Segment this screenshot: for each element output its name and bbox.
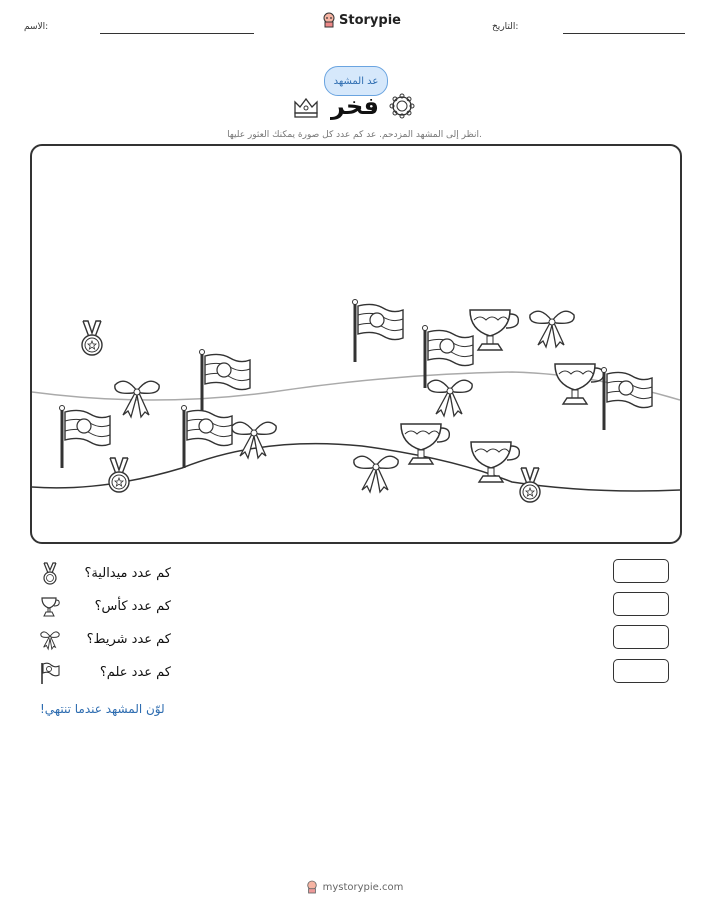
scene-flag [423, 326, 474, 389]
question-flag: كم عدد علم؟ [99, 665, 171, 680]
question-medal: كم عدد ميدالية؟ [84, 566, 171, 581]
date-line[interactable] [563, 33, 685, 34]
scene-medal [109, 458, 129, 492]
crown-icon [292, 95, 320, 119]
scene-ribbon [530, 311, 574, 347]
question-ribbon: كم عدد شريط؟ [86, 632, 171, 647]
page-title: فخر [331, 92, 379, 120]
medal-icon [40, 562, 60, 586]
scene-flag [200, 350, 251, 413]
scene-ribbon [428, 380, 472, 416]
activity-badge: عد المشهد [324, 66, 388, 96]
answer-box-flag[interactable] [613, 659, 669, 683]
name-label: الاسم: [24, 22, 49, 32]
storypie-mascot-icon [322, 12, 336, 28]
name-line[interactable] [100, 33, 254, 34]
scene-flag [353, 300, 404, 363]
scene-trophy [555, 364, 603, 404]
scene-medal [82, 321, 102, 355]
scene-ribbon [354, 456, 398, 492]
brand-name: Storypie [339, 12, 401, 28]
question-trophy: كم عدد كأس؟ [94, 599, 171, 614]
scene-ribbon [232, 422, 276, 458]
ribbon-icon [40, 628, 60, 652]
brand-logo [322, 12, 401, 28]
coloring-prompt: لوّن المشهد عندما تنتهي! [40, 702, 165, 716]
counting-scene [30, 144, 682, 544]
scene-trophy [401, 424, 449, 464]
answer-box-trophy[interactable] [613, 592, 669, 616]
storypie-mascot-icon [306, 880, 318, 894]
answer-box-medal[interactable] [613, 559, 669, 583]
scene-medal [520, 468, 540, 502]
footer [0, 880, 709, 894]
scene-trophy [471, 442, 519, 482]
instructions: انظر إلى المشهد المزدحم. عد كم عدد كل صورة يمكنك العثور عليها. [227, 130, 482, 140]
footer-site[interactable]: mystorypie.com [322, 881, 404, 893]
laurel-wreath-icon [389, 93, 415, 119]
scene-trophy [470, 310, 518, 350]
answer-box-ribbon[interactable] [613, 625, 669, 649]
trophy-icon [40, 595, 60, 619]
flag-icon [40, 661, 60, 685]
date-label: التاريخ: [492, 22, 519, 32]
scene-flag [602, 368, 653, 431]
scene-flag [60, 406, 111, 469]
